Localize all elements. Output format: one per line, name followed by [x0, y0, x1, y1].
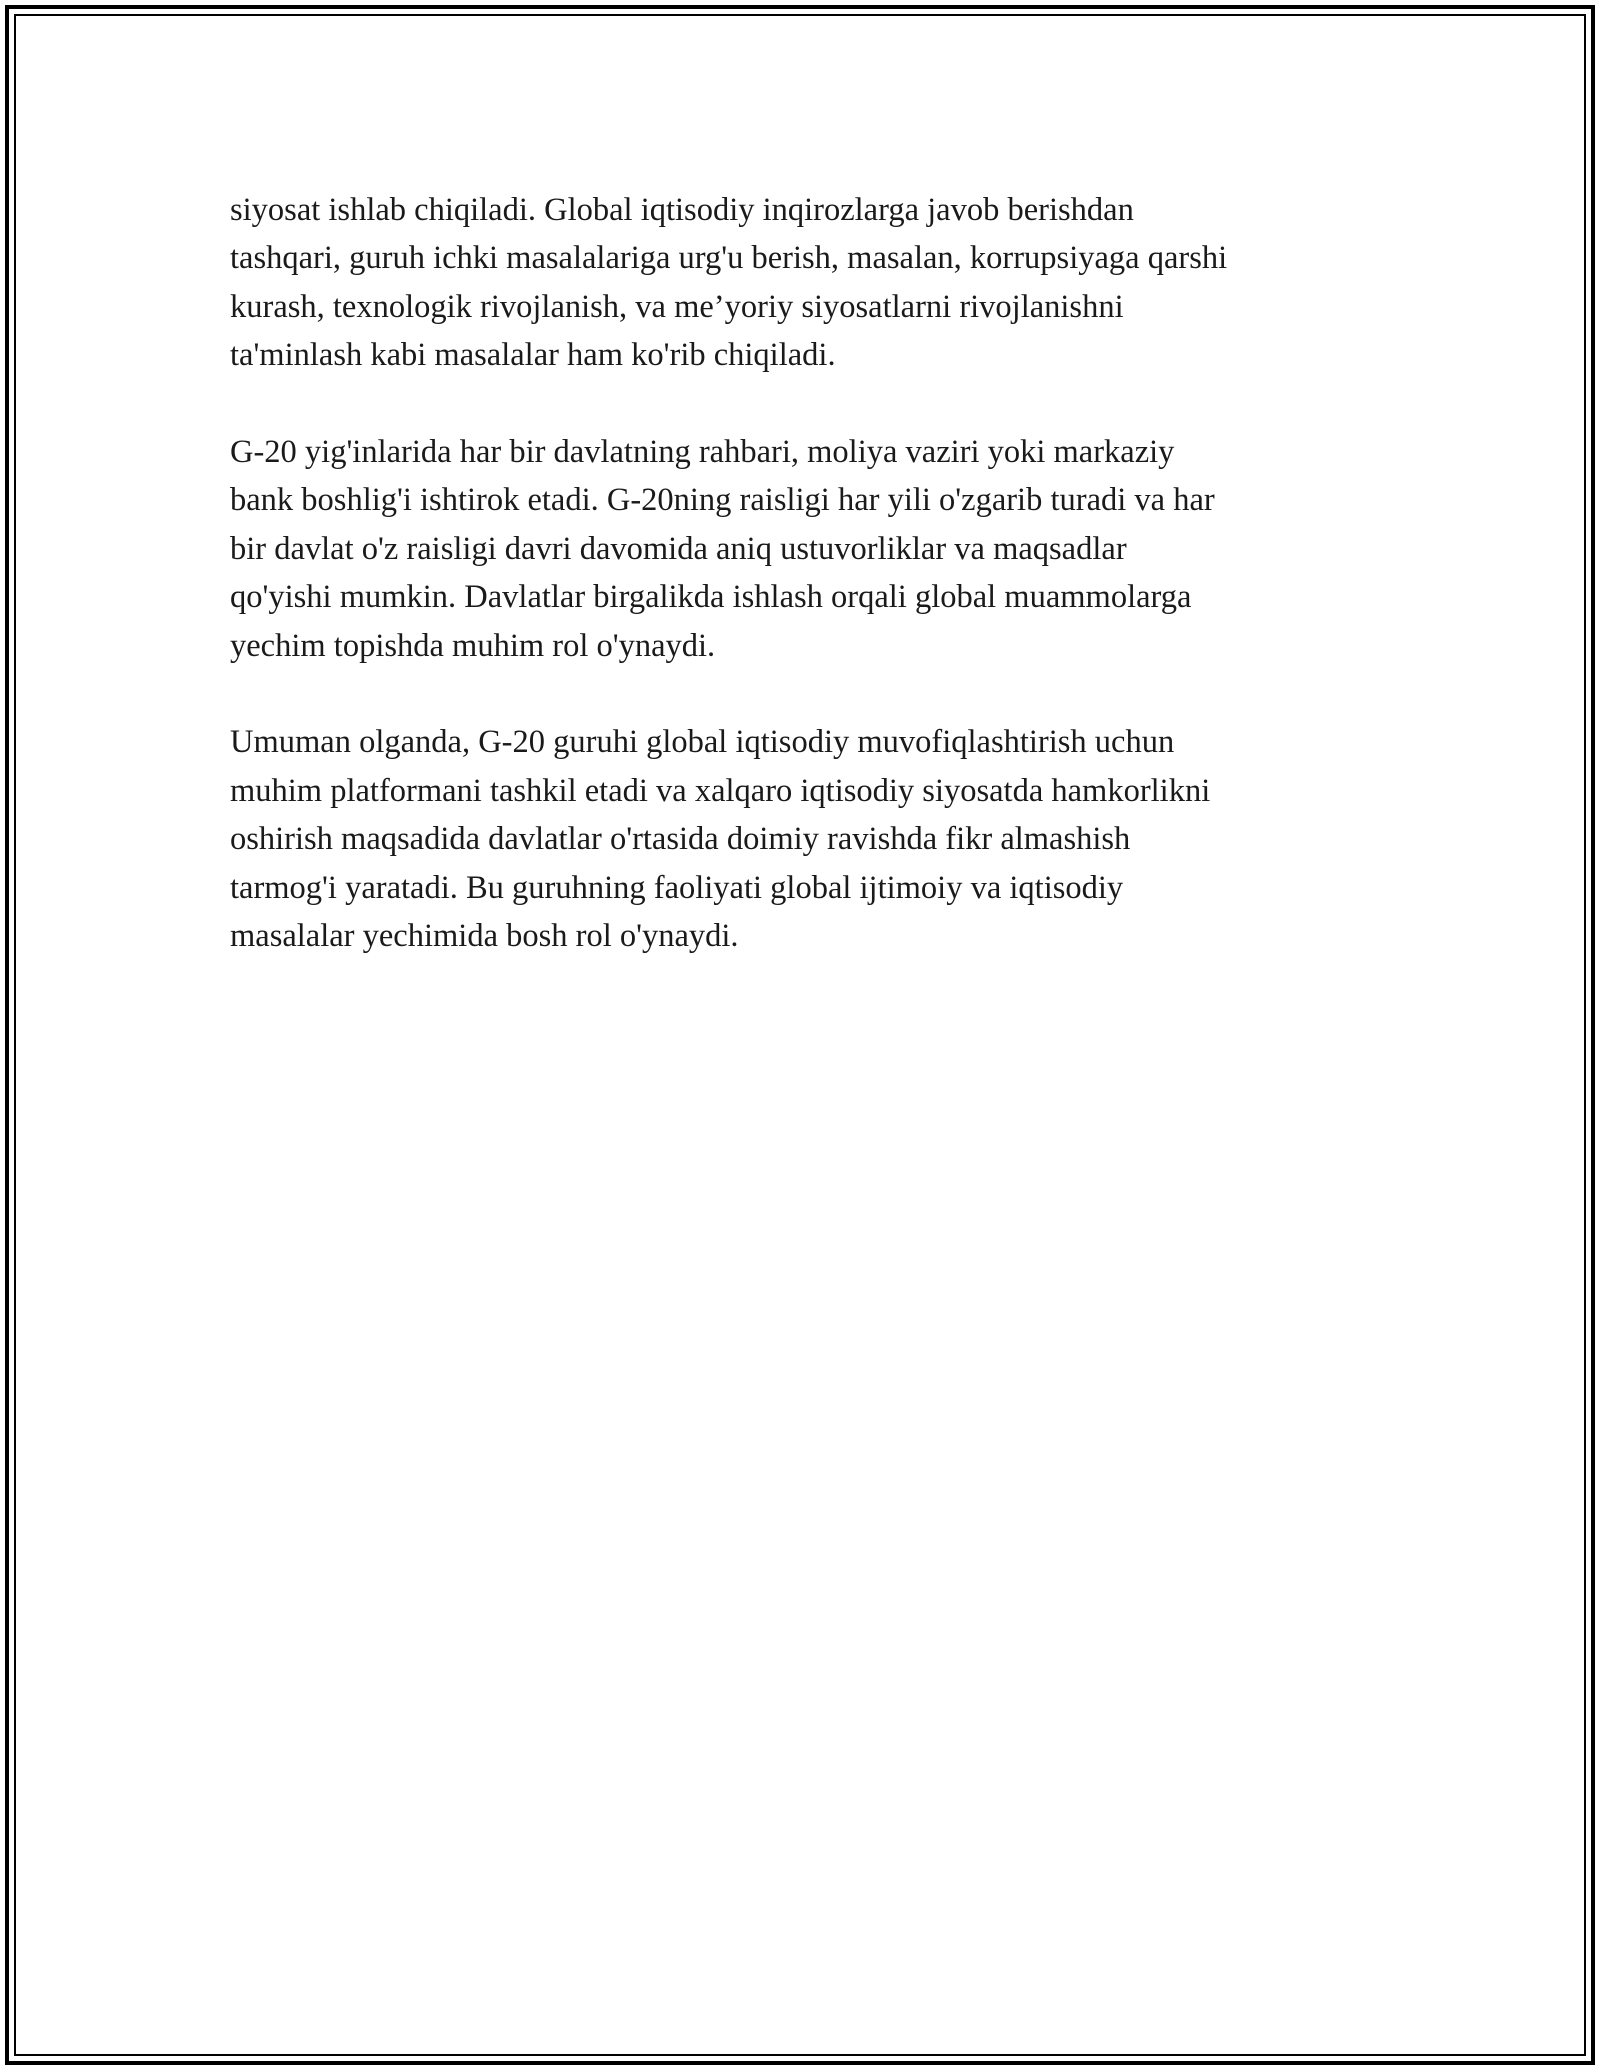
paragraph-3: [230, 718, 1380, 960]
paragraph-line: masalalar yechimida bosh rol o'ynaydi.: [230, 918, 739, 955]
paragraph-line: muhim platformani tashkil etadi va xalqaro iqtisodiy siyosatda hamkorlikni: [230, 772, 1211, 809]
paragraph-line: ta'minlash kabi masalalar ham ko'rib chiqiladi.: [230, 337, 836, 374]
paragraph-line: tashqari, guruh ichki masalalariga urg'u berish, masalan, korrupsiyaga qarshi: [230, 240, 1228, 277]
paragraph-line: yechim topishda muhim rol o'ynaydi.: [230, 627, 716, 664]
paragraph-line: qo'yishi mumkin. Davlatlar birgalikda ishlash orqali global muammolarga: [230, 579, 1192, 616]
paragraph-line: tarmog'i yaratadi. Bu guruhning faoliyati global ijtimoiy va iqtisodiy: [230, 869, 1124, 906]
paragraph-line: oshirish maqsadida davlatlar o'rtasida doimiy ravishda fikr almashish: [230, 821, 1131, 858]
paragraph-line: bank boshlig'i ishtirok etadi. G-20ning raisligi har yili o'zgarib turadi va har: [230, 482, 1215, 519]
paragraph-line: G-20 yig'inlarida har bir davlatning rahbari, moliya vaziri yoki markaziy: [230, 434, 1175, 471]
paragraph-line: siyosat ishlab chiqiladi. Global iqtisodiy inqirozlarga javob berishdan: [230, 192, 1134, 228]
document-body: [230, 186, 1380, 1009]
paragraph-line: kurash, texnologik rivojlanish, va me’yoriy siyosatlarni rivojlanishni: [230, 288, 1124, 325]
paragraph-line: bir davlat o'z raisligi davri davomida aniq ustuvorliklar va maqsadlar: [230, 530, 1127, 567]
paragraph-1: [230, 186, 1380, 380]
paragraph-line: Umuman olganda, G-20 guruhi global iqtisodiy muvofiqlashtirish uchun: [230, 724, 1175, 761]
paragraph-2: [230, 428, 1380, 670]
